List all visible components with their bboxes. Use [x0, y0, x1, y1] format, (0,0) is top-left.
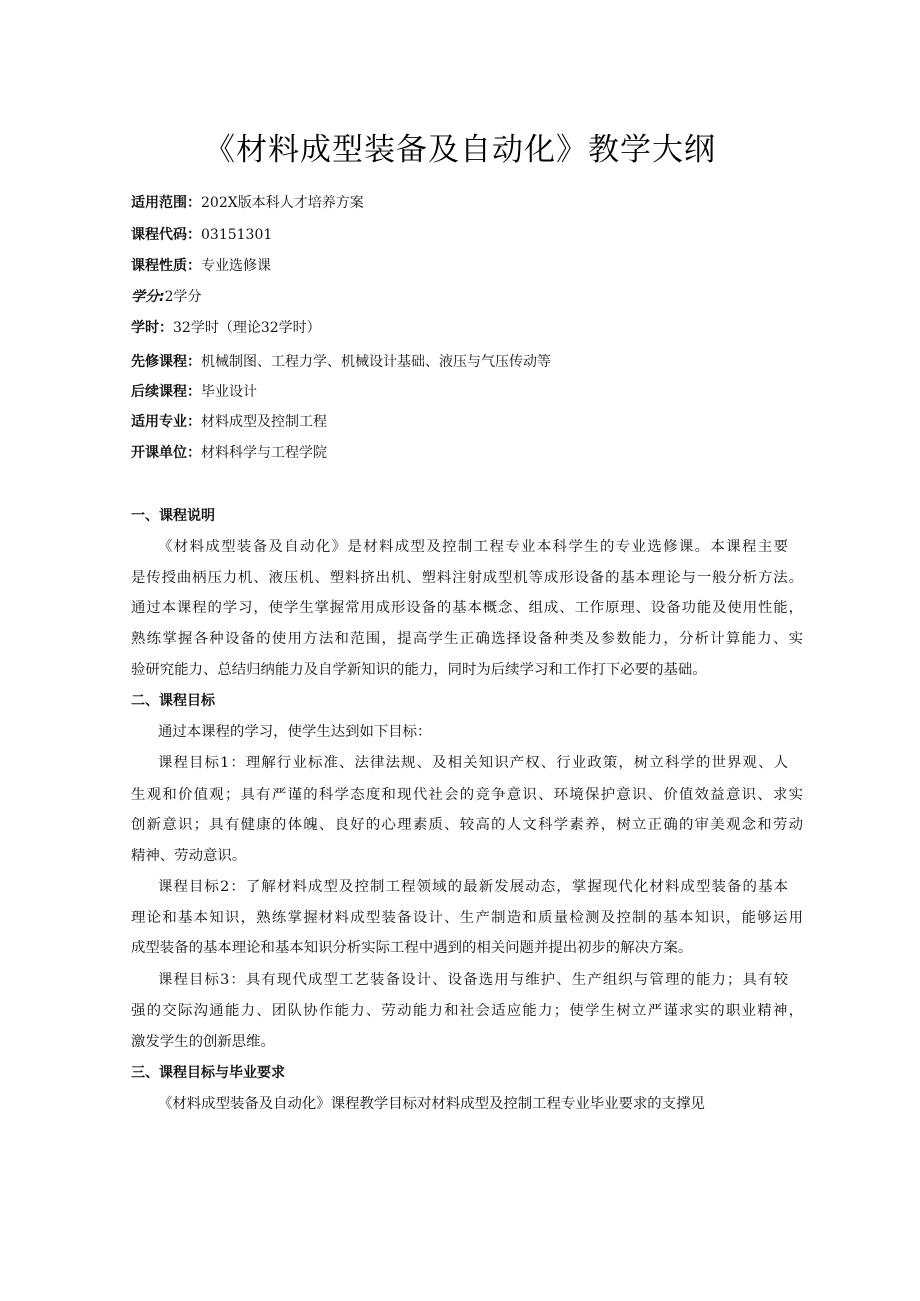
section-heading-requirements: 三、课程目标与毕业要求 — [131, 1065, 285, 1081]
paragraph-line: 课程目标3：具有现代成型工艺装备设计、设备选用与维护、生产组织与管理的能力；具有较 — [158, 972, 788, 988]
paragraph-line: 成型装备的基本理论和基本知识分析实际工程中遇到的相关问题并提出初步的解决方案。 — [131, 940, 693, 956]
paragraph-line: 熟练掌握各种设备的使用方法和范围，提高学生正确选择设备种类及参数能力，分析计算能力、实 — [131, 631, 803, 647]
paragraph-line: 激发学生的创新思维。 — [131, 1034, 275, 1050]
paragraph-line: 《材料成型装备及自动化》课程教学目标对材料成型及控制工程专业毕业要求的支撑见 — [158, 1096, 705, 1112]
meta-prerequisites — [131, 352, 831, 372]
meta-label: 课程代码： — [131, 227, 201, 243]
paragraph-line: 课程目标2：了解材料成型及控制工程领域的最新发展动态，掌握现代化材料成型装备的基本 — [158, 879, 788, 895]
document-title: 《材料成型装备及自动化》教学大纲 — [204, 132, 716, 168]
paragraph-line: 验研究能力、总结归纳能力及自学新知识的能力，同时为后续学习和工作打下必要的基础。 — [131, 662, 707, 678]
paragraph-line: 课程目标1：理解行业标准、法律法规、及相关知识产权、行业政策，树立科学的世界观、人 — [158, 755, 788, 771]
meta-major — [131, 412, 831, 432]
meta-scope — [131, 193, 831, 213]
meta-value: 机械制图、工程力学、机械设计基础、液压与气压传动等 — [201, 354, 551, 370]
section-heading-description: 一、课程说明 — [131, 508, 215, 524]
paragraph-line: 通过本课程的学习，使学生掌握常用成形设备的基本概念、组成、工作原理、设备功能及使用性能， — [131, 600, 803, 616]
meta-follow-up — [131, 382, 831, 402]
paragraph-line: 强的交际沟通能力、团队协作能力、劳动能力和社会适应能力；使学生树立严谨求实的职业精神， — [131, 1003, 803, 1019]
meta-value: 2学分 — [164, 289, 202, 305]
paragraph-line: 理论和基本知识，熟练掌握材料成型装备设计、生产制造和质量检测及控制的基本知识，能够运用 — [131, 910, 803, 926]
meta-label: 适用专业： — [131, 414, 201, 430]
meta-label: 课程性质： — [131, 258, 201, 274]
meta-value: 03151301 — [201, 227, 273, 243]
meta-value: 32学时（理论32学时） — [173, 320, 321, 336]
paragraph-line: 是传授曲柄压力机、液压机、塑料挤出机、塑料注射成型机等成形设备的基本理论与一般分析方法。 — [131, 570, 803, 586]
meta-label: 学分: — [131, 289, 165, 305]
meta-value: 毕业设计 — [201, 384, 257, 400]
paragraph-line: 创新意识；具有健康的体魄、良好的心理素质、较高的人文科学素养，树立正确的审美观念和劳动 — [131, 817, 803, 833]
meta-value: 材料成型及控制工程 — [201, 414, 327, 430]
meta-label: 学时： — [131, 320, 173, 336]
meta-value: 专业选修课 — [201, 258, 271, 274]
meta-value: 202X版本科人才培养方案 — [201, 195, 364, 211]
meta-course-nature — [131, 256, 831, 276]
section-heading-objectives: 二、课程目标 — [131, 693, 215, 709]
meta-value: 材料科学与工程学院 — [201, 445, 327, 461]
paragraph-line: 通过本课程的学习，使学生达到如下目标： — [158, 724, 432, 740]
meta-course-code — [131, 225, 831, 245]
meta-hours — [131, 318, 831, 338]
meta-label: 先修课程： — [131, 354, 201, 370]
meta-department — [131, 443, 831, 463]
meta-label: 后续课程： — [131, 384, 201, 400]
meta-label: 适用范围： — [131, 195, 201, 211]
paragraph-line: 生观和价值观；具有严谨的科学态度和现代社会的竞争意识、环境保护意识、价值效益意识、求实 — [131, 787, 803, 803]
paragraph-line: 精神、劳动意识。 — [131, 848, 247, 864]
meta-credits — [131, 287, 831, 307]
paragraph-line: 《材料成型装备及自动化》是材料成型及控制工程专业本科学生的专业选修课。本课程主要 — [158, 539, 788, 555]
meta-label: 开课单位： — [131, 445, 201, 461]
